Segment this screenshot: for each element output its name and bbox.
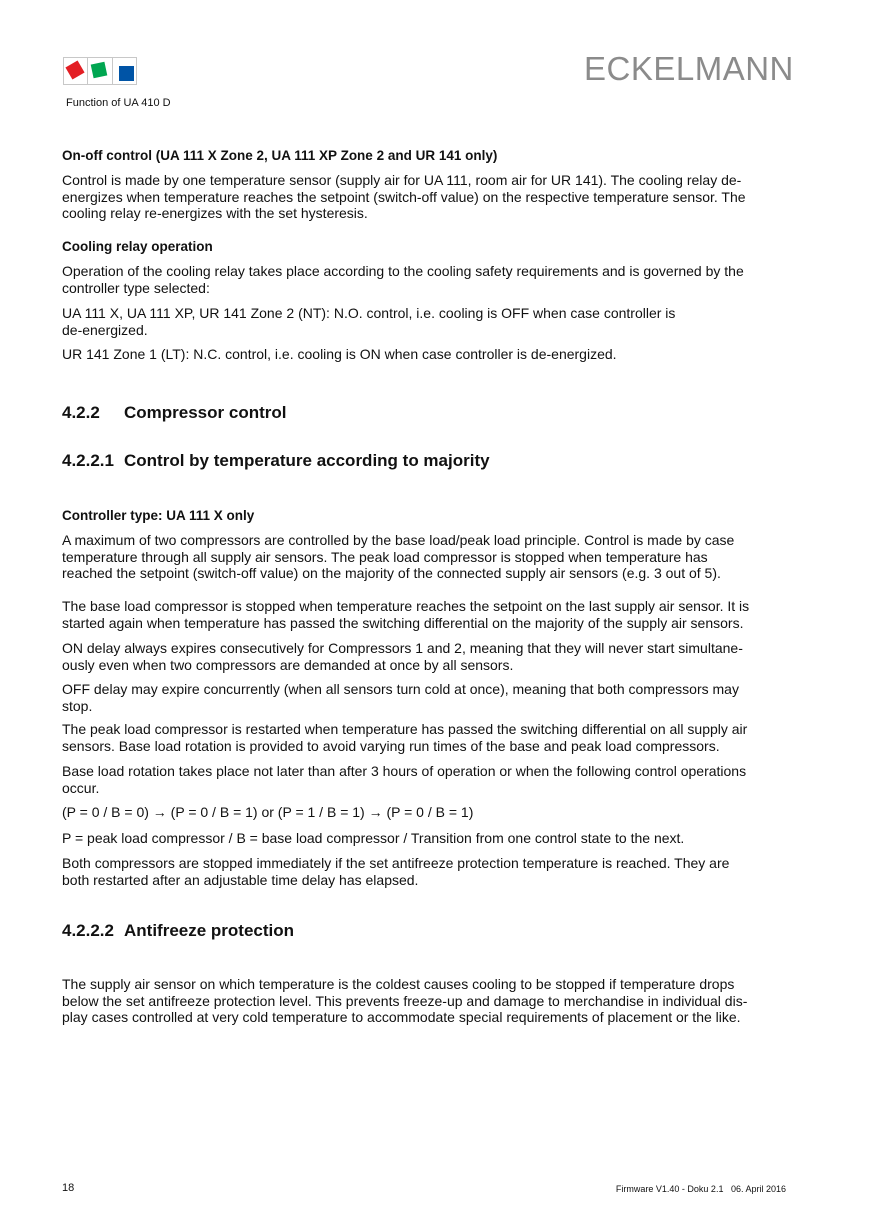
heading-text: Antifreeze protection: [124, 921, 295, 940]
heading-text: Control by temperature according to majority: [124, 451, 490, 470]
page-number: 18: [62, 1182, 75, 1194]
compressor-paragraph-3: ON delay always expires consecutively for Compressors 1 and 2, meaning that they will never start simultane- ously even when two compressors are demanded at once by all sensors.: [62, 640, 743, 673]
state-transition-formula: (P = 0 / B = 0) → (P = 0 / B = 1) or (P = 1 / B = 1) → (P = 0 / B = 1): [62, 804, 474, 820]
heading-4-2-2: [62, 403, 286, 423]
onoff-title: On-off control (UA 111 X Zone 2, UA 111 XP Zone 2 and UR 141 only): [62, 148, 498, 163]
blue-square-icon: [119, 66, 134, 81]
footer-version: Firmware V1.40 - Doku 2.1 06. April 2016: [615, 1184, 786, 1194]
compressor-paragraph-5: The peak load compressor is restarted when temperature has passed the switching differential on all supply air sensors. Base load rotation is provided to avoid varying run times of the base and peak load compressors.: [62, 721, 748, 754]
heading-4-2-2-2: [62, 921, 294, 941]
legend-paragraph: P = peak load compressor / B = base load compressor / Transition from one control state to the next.: [62, 830, 685, 846]
compressor-paragraph-1: A maximum of two compressors are controlled by the base load/peak load principle. Control is made by case temperature through all supply air sensors. The peak load compressor is stopped when temperature has reached the setpoint (switch-off value) on the majority of the connected supply air sensors (e.g. 3 out of 5).: [62, 532, 735, 582]
heading-number: 4.2.2: [62, 403, 100, 422]
heading-number: 4.2.2.1: [62, 451, 114, 470]
compressor-paragraph-9: Both compressors are stopped immediately if the set antifreeze protection temperature is reached. They are both restarted after an adjustable time delay has elapsed.: [62, 855, 730, 888]
compressor-paragraph-6: Base load rotation takes place not later than after 3 hours of operation or when the following control operations occur.: [62, 763, 747, 796]
relay-paragraph-1: Operation of the cooling relay takes place according to the cooling safety requirements and is governed by the controller type selected:: [62, 263, 744, 296]
compressor-paragraph-4: OFF delay may expire concurrently (when all sensors turn cold at once), meaning that both compressors may stop.: [62, 681, 739, 714]
heading-4-2-2-1: [62, 451, 490, 471]
page-subtitle: Function of UA 410 D: [66, 97, 171, 109]
green-diamond-icon: [91, 62, 108, 79]
company-logo: [63, 57, 137, 85]
brand-name: ECKELMANN: [584, 50, 794, 87]
relay-title: Cooling relay operation: [62, 239, 213, 254]
relay-paragraph-3: UR 141 Zone 1 (LT): N.C. control, i.e. cooling is ON when case controller is de-energized.: [62, 346, 617, 362]
onoff-paragraph: Control is made by one temperature sensor (supply air for UA 111, room air for UR 141). The cooling relay de- energizes when temperature reaches the setpoint (switch-off value) on the respective temperature sensor. The cooling relay re-energizes with the set hysteresis.: [62, 172, 746, 222]
heading-text: Compressor control: [124, 403, 287, 422]
heading-number: 4.2.2.2: [62, 921, 114, 940]
compressor-paragraph-2: The base load compressor is stopped when temperature reaches the setpoint on the last supply air sensor. It is started again when temperature has passed the switching differential on the majority of the supply air sensors.: [62, 598, 750, 631]
antifreeze-paragraph: The supply air sensor on which temperature is the coldest causes cooling to be stopped if temperature drops below the set antifreeze protection level. This prevents freeze-up and damage to merchandise in individual dis- play cases controlled at very cold temperature to accommodate special requirements of placement or the like.: [62, 976, 748, 1026]
red-diamond-icon: [65, 60, 84, 79]
relay-paragraph-2: UA 111 X, UA 111 XP, UR 141 Zone 2 (NT): N.O. control, i.e. cooling is OFF when case controller is de-energized.: [62, 305, 676, 338]
controller-type-title: Controller type: UA 111 X only: [62, 508, 255, 523]
